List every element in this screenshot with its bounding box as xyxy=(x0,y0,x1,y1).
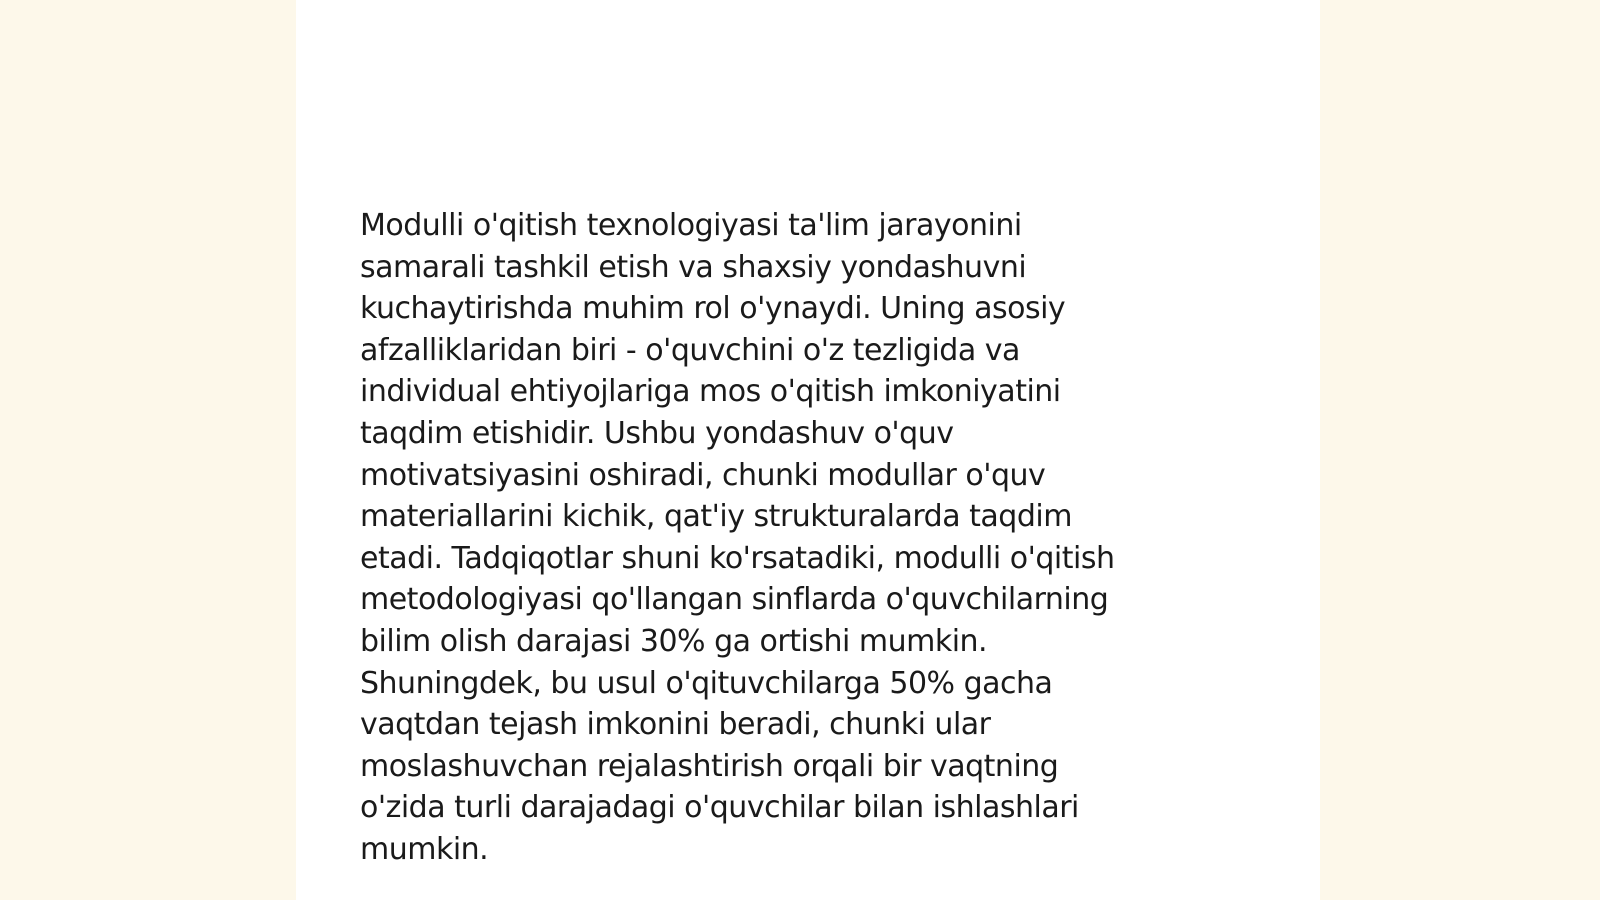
document-page xyxy=(296,0,1320,900)
body-paragraph: Modulli o'qitish texnologiyasi ta'lim jarayonini samarali tashkil etish va shaxsiy yondashuvni kuchaytirishda muhim rol o'ynaydi. Uning asosiy afzalliklaridan biri - o'quvchini o'z tezligida va individual ehtiyojlariga mos o'qitish imkoniyatini taqdim etishidir. Ushbu yondashuv o'quv motivatsiyasini oshiradi, chunki modullar o'quv materiallarini kichik, qat'iy strukturalarda taqdim etadi. Tadqiqotlar shuni ko'rsatadiki, modulli o'qitish metodologiyasi qo'llangan sinflarda o'quvchilarning bilim olish darajasi 30% ga ortishi mumkin. Shuningdek, bu usul o'qituvchilarga 50% gacha vaqtdan tejash imkonini beradi, chunki ular moslashuvchan rejalashtirish orqali bir vaqtning o'zida turli darajadagi o'quvchilar bilan ishlashlari mumkin. xyxy=(360,208,1115,867)
